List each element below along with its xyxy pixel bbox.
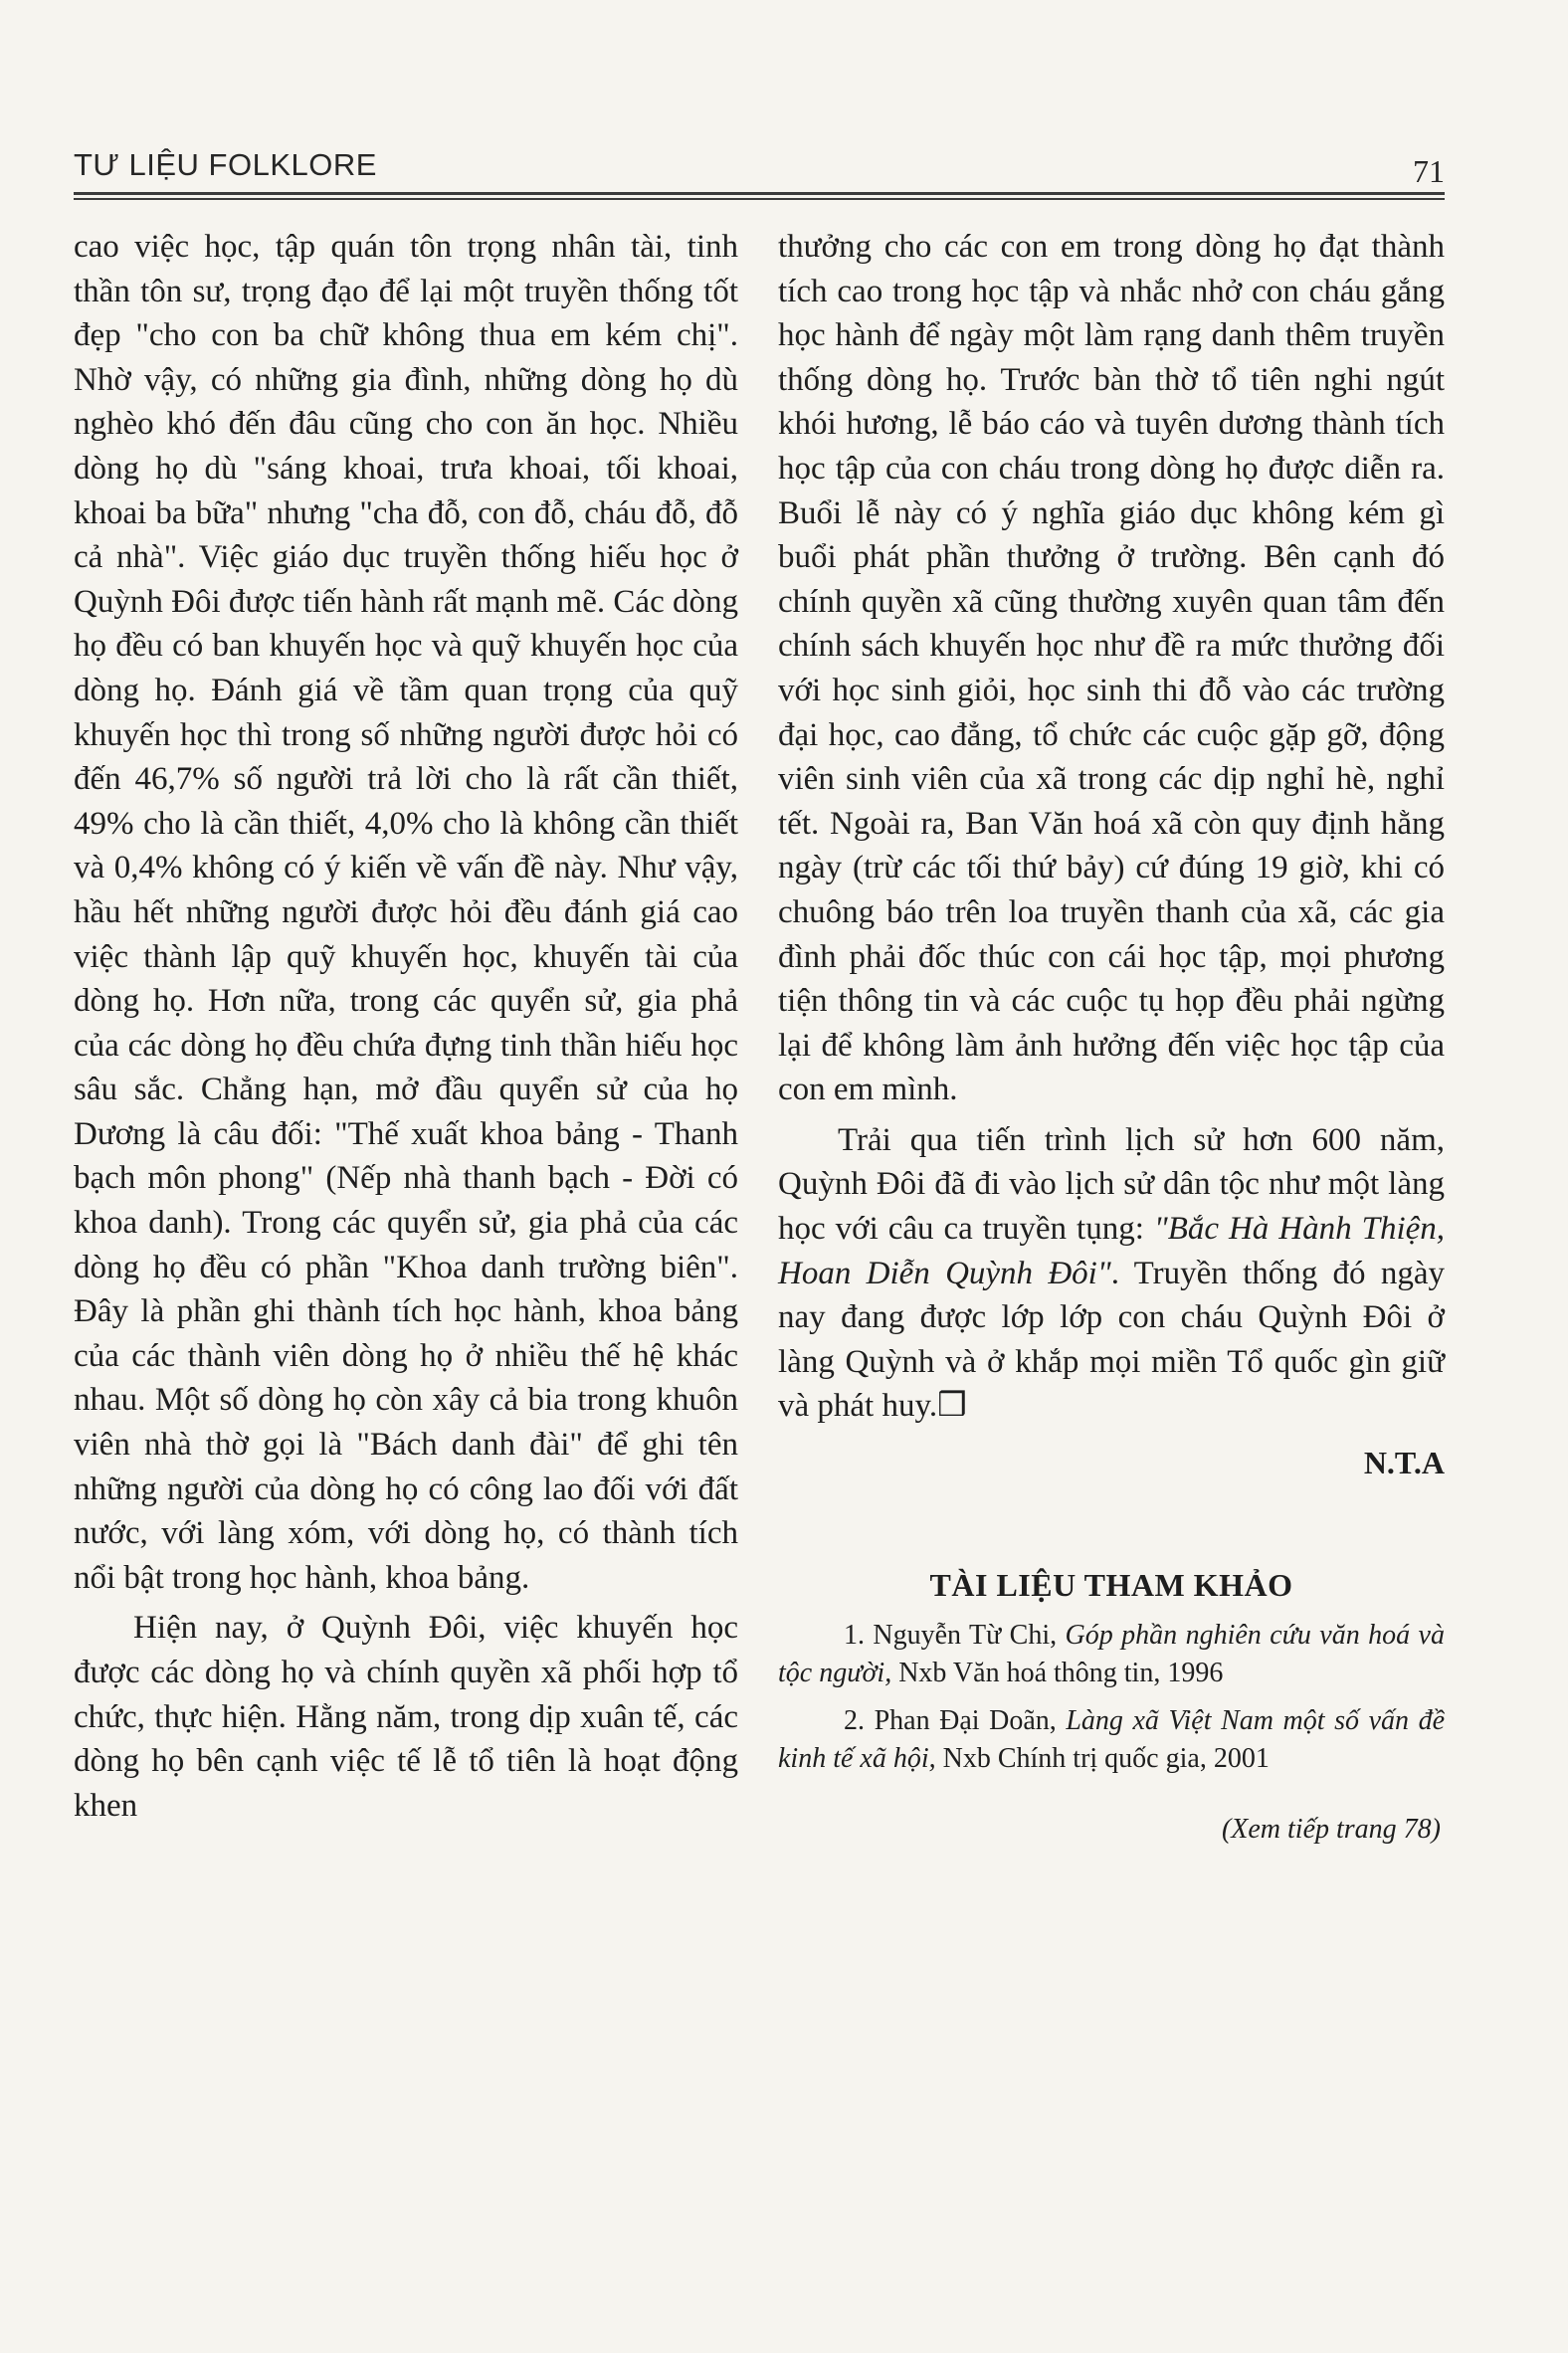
reference-title: Làng xã Việt Nam một số vấn đề kinh tế xã hội, [778, 1705, 1445, 1775]
reference-item [778, 1617, 1445, 1692]
right-column [778, 225, 1445, 1853]
page-number: 71 [1413, 153, 1445, 189]
references-title: TÀI LIỆU THAM KHẢO [929, 1566, 1293, 1603]
reference-author: 1. Nguyễn Từ Chi, [844, 1620, 1066, 1652]
reference-author: 2. Phan Đại Doãn, [844, 1705, 1067, 1737]
reference-title: Góp phần nghiên cứu văn hoá và tộc người, [778, 1620, 1445, 1689]
paragraph [778, 1118, 1445, 1429]
paragraph: cao việc học, tập quán tôn trọng nhân tài, tinh thần tôn sư, trọng đạo để lại một truyền thống tốt đẹp "cho con ba chữ không thua em kém chị". Nhờ vậy, có những gia đình, những dòng họ dù nghèo khó đến đâu cũng cho con ăn học. Nhiều dòng họ dù "sáng khoai, trưa khoai, tối khoai, khoai ba bữa" nhưng "cha đỗ, con đỗ, cháu đỗ, đỗ cả nhà". Việc giáo dục truyền thống hiếu học ở Quỳnh Đôi được tiến hành rất mạnh mẽ. Các dòng họ đều có ban khuyến học và quỹ khuyến học của dòng họ. Đánh giá về tầm quan trọng của quỹ khuyến học thì trong số những người được hỏi có đến 46,7% số người trả lời cho là rất cần thiết, 49% cho là cần thiết, 4,0% cho là không cần thiết và 0,4% không có ý kiến về vấn đề này. Như vậy, hầu hết những người được hỏi đều đánh giá cao việc thành lập quỹ khuyến học, khuyến tài của dòng họ. Hơn nữa, trong các quyển sử, gia phả của các dòng họ đều chứa đựng tinh thần hiếu học sâu sắc. Chẳng hạn, mở đầu quyển sử của họ Dương là câu đối: "Thế xuất khoa bảng - Thanh bạch môn phong" (Nếp nhà thanh bạch - Đời có khoa danh). Trong các quyển sử, gia phả của các dòng họ đều có phần "Khoa danh trường biên". Đây là phần ghi thành tích học hành, khoa bảng của các thành viên dòng họ ở nhiều thế hệ khác nhau. Một số dòng họ còn xây cả bia trong khuôn viên nhà thờ gọi là "Bách danh đài" để ghi tên những người của dòng họ có công lao đối với đất nước, với làng xóm, với dòng họ, có thành tích nổi bật trong học hành, khoa bảng. [74, 229, 738, 1596]
paragraph: Hiện nay, ở Quỳnh Đôi, việc khuyến học được các dòng họ và chính quyền xã phối hợp tổ chức, thực hiện. Hằng năm, trong dịp xuân tế, các dòng họ bên cạnh việc tế lễ tổ tiên là hoạt động khen [74, 1610, 738, 1824]
continued-note: (Xem tiếp trang 78) [1221, 1814, 1441, 1846]
paragraph-text: . Truyền thống đó ngày nay đang được lớp lớp con cháu Quỳnh Đôi ở làng Quỳnh và ở khắp mọi miền Tổ quốc gìn giữ và phát huy.❒ [778, 1255, 1445, 1425]
header-rule-thin [74, 198, 1445, 200]
folk-saying-quote: "Bắc Hà Hành Thiện, Hoan Diễn Quỳnh Đôi" [778, 1211, 1446, 1291]
reference-publisher: Nxb Văn hoá thông tin, 1996 [891, 1658, 1224, 1689]
header-rule-thick [74, 192, 1445, 195]
paragraph: thưởng cho các con em trong dòng họ đạt thành tích cao trong học tập và nhắc nhở con cháu gắng học hành để ngày một làm rạng danh thêm truyền thống dòng họ. Trước bàn thờ tổ tiên nghi ngút khói hương, lễ báo cáo và tuyên dương thành tích học tập của con cháu trong dòng họ được diễn ra. Buổi lễ này có ý nghĩa giáo dục không kém gì buổi phát phần thưởng ở trường. Bên cạnh đó chính quyền xã cũng thường xuyên quan tâm đến chính sách khuyến học như đề ra mức thưởng đối với học sinh giỏi, học sinh thi đỗ vào các trường đại học, cao đẳng, tổ chức các cuộc gặp gỡ, động viên sinh viên của xã trong các dịp nghỉ hè, nghỉ tết. Ngoài ra, Ban Văn hoá xã còn quy định hằng ngày (trừ các tối thứ bảy) cứ đúng 19 giờ, khi có chuông báo trên loa truyền thanh của xã, các gia đình phải đốc thúc con cái học tập, mọi phương tiện thông tin và các cuộc tụ họp đều phải ngừng lại để không làm ảnh hưởng đến việc học tập của con em mình. [778, 229, 1445, 1108]
left-column [74, 225, 738, 1828]
paragraph-text: Trải qua tiến trình lịch sử hơn 600 năm, Quỳnh Đôi đã đi vào lịch sử dân tộc như một làng học với câu ca truyền tụng: [778, 1121, 1445, 1248]
section-title: TƯ LIỆU FOLKLORE [74, 147, 377, 182]
author-signature: N.T.A [1363, 1445, 1445, 1481]
reference-publisher: Nxb Chính trị quốc gia, 2001 [935, 1743, 1270, 1775]
reference-item [778, 1702, 1445, 1778]
running-header [74, 147, 1445, 195]
